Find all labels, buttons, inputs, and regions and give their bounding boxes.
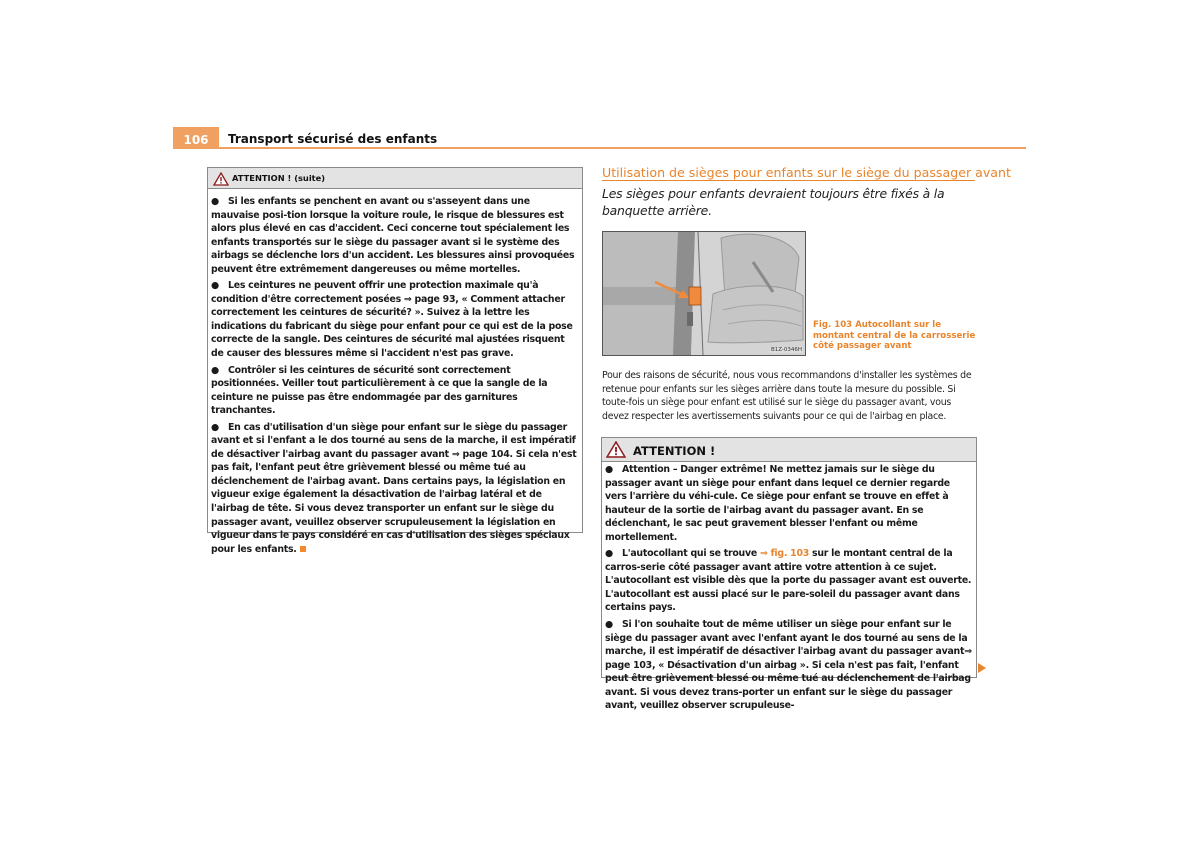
warning-box-header <box>602 438 976 462</box>
warning-item: ● Attention – Danger extrême! Ne mettez jamais sur le siège du passager avant un siège pour enfant dans lequel ce dernier regarde vers l'arrière du véhi-cule. Ce siège pour enfant se trouve en effet à hauteur de la sortie de l'airbag avant du passager avant. En se déclenchant, le sac peut gravement blesser l'enfant ou même mortellement. <box>605 464 950 543</box>
section-rule <box>602 180 975 181</box>
warning-box-continued <box>207 167 583 555</box>
body-paragraph: Pour des raisons de sécurité, nous vous recommandons d'installer les systèmes de retenue pour enfants sur les sièges arrière dans toute la mesure du possible. Si toute-fois un siège pour enfant est utilisé sur le siège du passager avant, vous devez respecter les avertissements suivants pour ce qui de l'airbag en place. <box>602 370 972 422</box>
warning-box-body <box>208 189 582 556</box>
warning-box-body <box>602 462 976 713</box>
end-of-section-icon <box>300 546 306 552</box>
figure-reference-link[interactable]: ⇒ fig. 103 <box>759 548 809 560</box>
warning-triangle-icon <box>213 171 229 190</box>
page-number: 106 <box>173 127 219 149</box>
section-lead: Les sièges pour enfants devraient toujours être fixés à la banquette arrière. <box>602 186 945 218</box>
section-heading: Utilisation de sièges pour enfants sur le siège du passager avant <box>602 165 1011 180</box>
warning-item: ● Si les enfants se penchent en avant ou s'asseyent dans une mauvaise posi-tion lorsque la voiture roule, le risque de blessures est alors plus élevé en cas d'accident. Ceci concerne tout spécialement les enfants transportés sur le siège du passager avant si le système des airbags se déclenche lors d'un accident. Les blessures ainsi provoquées peuvent être extrêmement dangereuses ou même mortelles. <box>211 196 575 275</box>
warning-item: ● Les ceintures ne peuvent offrir une protection maximale qu'à condition d'être correctement posées ⇒ page 93, « Comment attacher correctement les ceintures de sécurité? ». Suivez à la lettre les indications du fabricant du siège pour enfant pour ce qui est de la pose correcte de la sangle. Des ceintures de sécurité mal ajustées risquent de causer des blessures même si l'accident n'est pas grave. <box>211 280 573 360</box>
warning-item: ● En cas d'utilisation d'un siège pour enfant sur le siège du passager avant et si l'enfant a le dos tourné au sens de la marche, il est impératif de désactiver l'airbag avant du passager avant ⇒ page 104. Si cela n'est pas fait, l'enfant peut être grièvement blessé ou même tué au déclenchement de l'airbag avant. Dans certains pays, la législation en vigueur exige également la désactivation de l'airbag latéral et de l'airbag de tête. Si vous devez transporter un enfant sur le siège du passager avant, veuillez observer scrupuleusement la législation en vigueur dans le pays considéré en cas d'utilisation des sièges spéciaux pour les enfants. <box>211 421 577 555</box>
continue-arrow-icon <box>977 659 987 678</box>
figure-code: B1Z-0346H <box>770 347 802 353</box>
warning-item: ● Contrôler si les ceintures de sécurité sont correctement positionnées. Veiller tout particulièrement à ce que la sangle de la ceinture ne puisse pas être endommagée par des garnitures tranchantes. <box>211 364 548 417</box>
warning-box <box>601 437 977 712</box>
warning-triangle-icon <box>606 441 626 462</box>
page-header <box>173 127 1026 149</box>
car-interior-illustration <box>603 232 805 355</box>
warning-box-header <box>208 168 582 189</box>
warning-item: ● Si l'on souhaite tout de même utiliser un siège pour enfant sur le siège du passager avant avec l'enfant ayant le dos tourné au sens de la marche, il est impératif de désactiver l'airbag avant du passager avant⇒ page 103, « Désactivation d'un airbag ». Si cela n'est pas fait, l'enfant peut être grièvement blessé ou même tué au déclenchement de l'airbag avant. Si vous devez trans-porter un enfant sur le siège du passager avant, veuillez observer scrupuleuse- <box>605 619 972 712</box>
figure-caption: Fig. 103 Autocollant sur le montant central de la carrosserie côté passager avant <box>813 320 976 352</box>
warning-box-title: ATTENTION ! <box>633 444 716 458</box>
header-rule <box>219 147 1026 149</box>
warning-item: ● L'autocollant qui se trouve ⇒ fig. 103 sur le montant central de la carros-serie côté passager avant attire votre attention à ce sujet. L'autocollant est visible dès que la porte du passager avant est ouverte. L'autocollant est aussi placé sur le pare-soleil du passager avant dans certains pays. <box>605 548 972 614</box>
figure-car-door-pillar <box>602 231 806 356</box>
warning-box-title: ATTENTION ! (suite) <box>232 173 326 183</box>
chapter-title: Transport sécurisé des enfants <box>228 132 438 146</box>
